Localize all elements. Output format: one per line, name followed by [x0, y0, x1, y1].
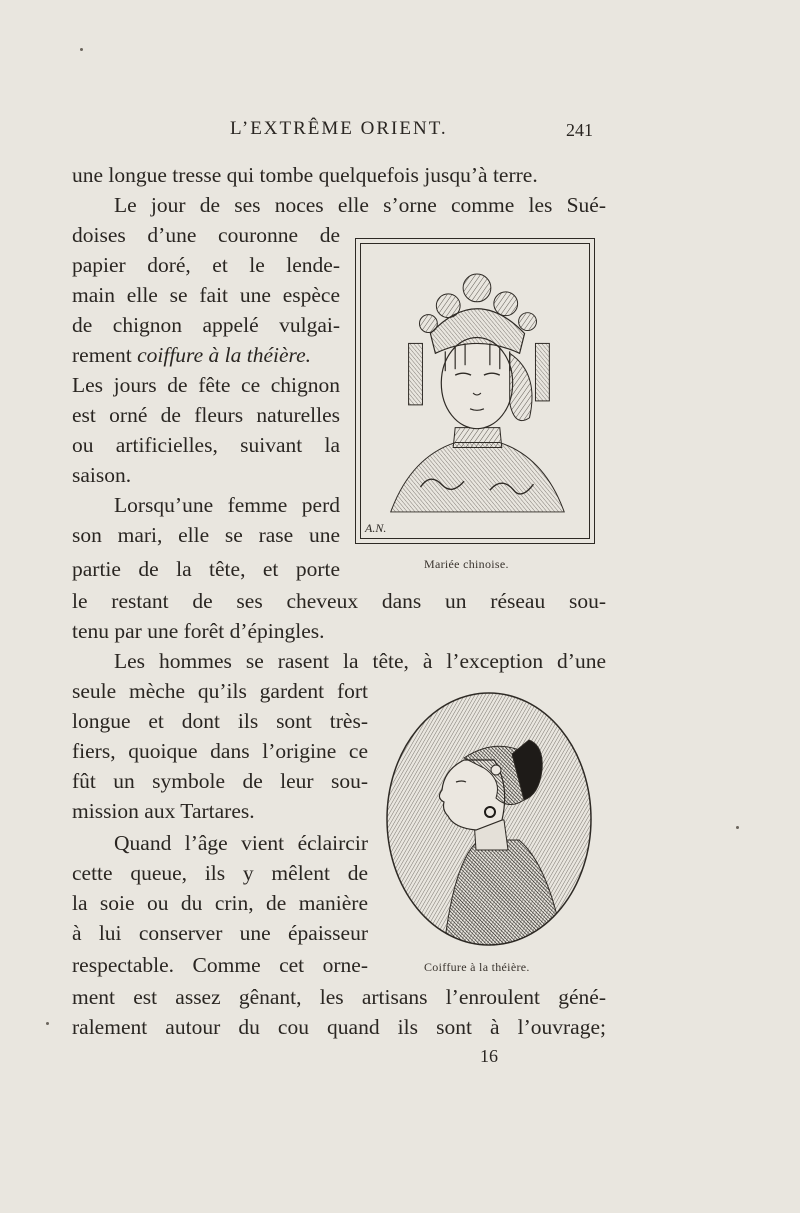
figure-caption: Mariée chinoise.	[424, 557, 509, 571]
text-line: de chignon appelé vulgai-	[72, 313, 340, 337]
text-line: mission aux Tartares.	[72, 799, 255, 823]
text-line: seule mèche qu’ils gardent fort	[72, 679, 368, 703]
text-line: la soie ou du crin, de manière	[72, 891, 368, 915]
text-line: tenu par une forêt d’épingles.	[72, 619, 325, 643]
bride-engraving	[361, 244, 589, 538]
page-number: 241	[566, 120, 593, 140]
text-line	[72, 340, 311, 370]
paper-speck	[736, 826, 739, 829]
text-line: une longue tresse qui tombe quelquefois jusqu’à terre.	[72, 163, 538, 187]
text-line: son mari, elle se rase une	[72, 523, 340, 547]
text-line: saison.	[72, 463, 132, 487]
text-fragment: rement	[72, 343, 132, 367]
figure-caption: Coiffure à la théière.	[424, 960, 530, 974]
text-line: à lui conserver une épaisseur	[72, 921, 368, 945]
text-line: fiers, quoique dans l’origine ce	[72, 739, 368, 763]
text-line: ralement autour du cou quand ils sont à l’ouvrage;	[72, 1015, 606, 1039]
text-line: longue et dont ils sont très-	[72, 709, 368, 733]
text-line: Lorsqu’une femme perd	[114, 493, 340, 517]
bride-illustration	[360, 243, 590, 539]
text-line: main elle se fait une espèce	[72, 283, 340, 307]
text-line: ment est assez gênant, les artisans l’enroulent géné-	[72, 985, 606, 1009]
italic-term: coiffure à la théière.	[137, 343, 312, 367]
text-line: cette queue, ils y mêlent de	[72, 861, 368, 885]
text-line: Les jours de fête ce chignon	[72, 373, 340, 397]
profile-engraving	[384, 690, 594, 948]
text-line: est orné de fleurs naturelles	[72, 403, 340, 427]
bride-illustration-frame	[355, 238, 595, 544]
running-title: L’EXTRÊME ORIENT.	[230, 118, 448, 139]
signature-mark: 16	[480, 1046, 498, 1066]
text-line: Les hommes se rasent la tête, à l’exception d’une	[114, 649, 606, 673]
paper-speck	[46, 1022, 49, 1025]
running-head	[0, 118, 800, 142]
teapot-coiffure-illustration	[384, 690, 594, 948]
text-line: partie de la tête, et porte	[72, 557, 340, 581]
engraver-signature: A.N.	[365, 521, 387, 535]
text-line: Le jour de ses noces elle s’orne comme les Sué-	[114, 193, 606, 217]
text-line: ou artificielles, suivant la	[72, 433, 340, 457]
text-line: Quand l’âge vient éclaircir	[114, 831, 368, 855]
text-line: respectable. Comme cet orne-	[72, 953, 368, 977]
text-line: doises d’une couronne de	[72, 223, 340, 247]
text-line: fût un symbole de leur sou-	[72, 769, 368, 793]
text-line: le restant de ses cheveux dans un réseau sou-	[72, 589, 606, 613]
text-line: papier doré, et le lende-	[72, 253, 340, 277]
paper-speck	[80, 48, 83, 51]
